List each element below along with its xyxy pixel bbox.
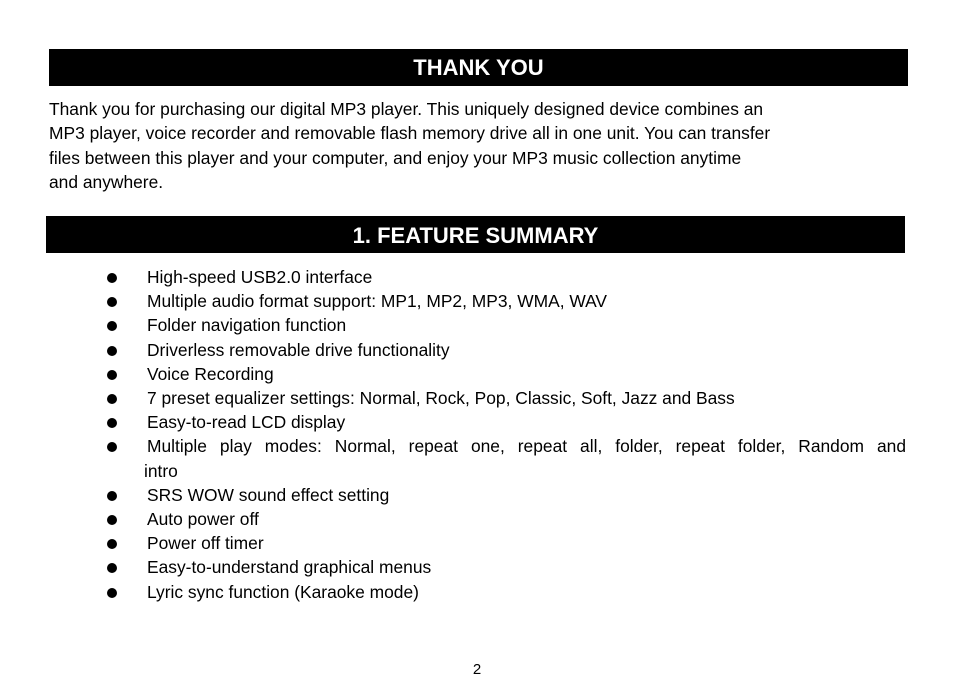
- bullet-icon: [107, 346, 117, 356]
- intro-line: files between this player and your computer, and enjoy your MP3 music collection anytime: [49, 147, 742, 168]
- feature-item: [98, 362, 906, 386]
- bullet-icon: [107, 418, 117, 428]
- feature-text: Easy-to-read LCD display: [147, 412, 346, 433]
- feature-list: [98, 265, 906, 604]
- bullet-icon: [107, 394, 117, 404]
- feature-item: [98, 555, 906, 579]
- intro-line: and anywhere.: [49, 171, 164, 192]
- feature-text-continuation: intro: [144, 460, 178, 481]
- feature-text: Power off timer: [147, 533, 264, 554]
- feature-text: High-speed USB2.0 interface: [147, 267, 373, 287]
- feature-text: Easy-to-understand graphical menus: [147, 557, 432, 578]
- bullet-icon: [107, 491, 117, 501]
- feature-text: SRS WOW sound effect setting: [147, 484, 390, 505]
- intro-paragraph: [49, 97, 909, 194]
- intro-line: MP3 player, voice recorder and removable flash memory drive all in one unit. You can transfer: [49, 123, 771, 144]
- feature-item: [98, 289, 906, 313]
- intro-line: Thank you for purchasing our digital MP3 player. This uniquely designed device combines an: [49, 99, 764, 119]
- feature-item: [98, 483, 906, 507]
- feature-item: [98, 531, 906, 555]
- feature-item: [98, 386, 906, 410]
- bullet-icon: [107, 321, 117, 331]
- bullet-icon: [107, 539, 117, 549]
- bullet-icon: [107, 273, 117, 283]
- feature-text: Voice Recording: [147, 363, 274, 384]
- feature-text: Folder navigation function: [147, 315, 347, 336]
- bullet-icon: [107, 588, 117, 598]
- thank-you-heading: THANK YOU: [49, 49, 908, 86]
- feature-item: [98, 580, 906, 604]
- feature-text: Lyric sync function (Karaoke mode): [147, 581, 419, 602]
- feature-item: [98, 313, 906, 337]
- feature-text: Driverless removable drive functionality: [147, 339, 450, 360]
- feature-text: 7 preset equalizer settings: Normal, Rock, Pop, Classic, Soft, Jazz and Bass: [147, 388, 735, 409]
- bullet-icon: [107, 515, 117, 525]
- page-number: 2: [472, 661, 482, 678]
- bullet-icon: [107, 442, 117, 452]
- bullet-icon: [107, 370, 117, 380]
- bullet-icon: [107, 297, 117, 307]
- feature-text: Multiple audio format support: MP1, MP2, MP3, WMA, WAV: [147, 291, 608, 312]
- feature-item: [98, 410, 906, 434]
- feature-item: [98, 507, 906, 531]
- feature-item: [98, 434, 906, 482]
- feature-summary-heading: 1. FEATURE SUMMARY: [46, 216, 905, 253]
- feature-item: [98, 265, 906, 289]
- bullet-icon: [107, 563, 117, 573]
- feature-text: Multiple play modes: Normal, repeat one, repeat all, folder, repeat folder, Random and: [147, 436, 906, 457]
- feature-text: Auto power off: [147, 509, 259, 530]
- feature-item: [98, 338, 906, 362]
